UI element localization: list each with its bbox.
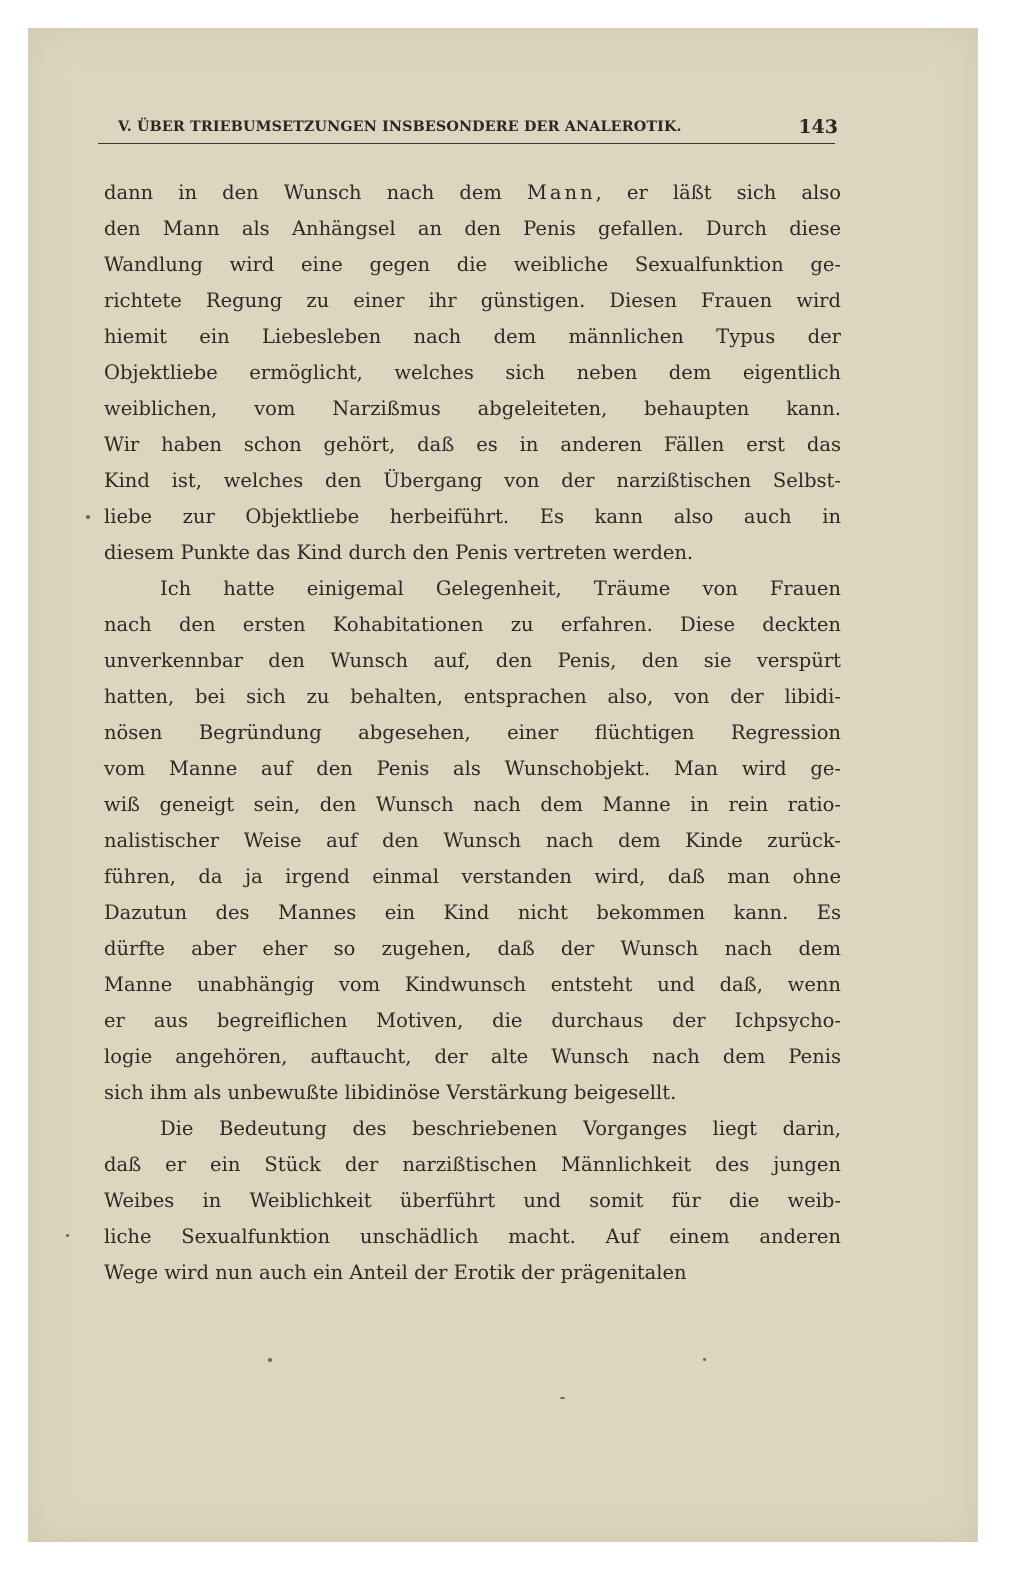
text-line: den Mann als Anhängsel an den Penis gefallen. Durch diese xyxy=(104,217,841,240)
text-line: Wege wird nun auch ein Anteil der Erotik der prägenitalen xyxy=(104,1261,687,1284)
text-line: dürfte aber eher so zugehen, daß der Wunsch nach dem xyxy=(104,937,841,960)
text-line: Dazutun des Mannes ein Kind nicht bekommen kann. Es xyxy=(104,901,841,924)
text-line: Weibes in Weiblichkeit überführt und somit für die weib- xyxy=(104,1189,841,1212)
paper-speck xyxy=(66,1234,69,1237)
paragraph-2 xyxy=(104,571,841,1111)
text-line: liebe zur Objektliebe herbeiführt. Es kann also auch in xyxy=(104,505,841,528)
text-line: Wandlung wird eine gegen die weibliche Sexualfunktion ge- xyxy=(104,253,841,276)
paragraph-3 xyxy=(104,1111,841,1291)
text-line: daß er ein Stück der narzißtischen Männlichkeit des jungen xyxy=(104,1153,841,1176)
text-line xyxy=(104,175,841,211)
text-line: Wir haben schon gehört, daß es in anderen Fällen erst das xyxy=(104,433,841,456)
text-line: vom Manne auf den Penis als Wunschobjekt. Man wird ge- xyxy=(104,757,841,780)
paper-speck xyxy=(703,1358,706,1361)
text-line: diesem Punkte das Kind durch den Penis vertreten werden. xyxy=(104,541,694,564)
text-line: Die Bedeutung des beschriebenen Vorganges liegt darin, xyxy=(160,1117,841,1140)
text-line: hiemit ein Liebesleben nach dem männlichen Typus der xyxy=(104,325,841,348)
text-line: Ich hatte einigemal Gelegenheit, Träume von Frauen xyxy=(160,577,841,600)
text-segment: dann in den Wunsch nach dem xyxy=(104,181,527,204)
text-line: nach den ersten Kohabitationen zu erfahren. Diese deckten xyxy=(104,613,841,636)
page-number: 143 xyxy=(798,116,838,138)
text-line: sich ihm als unbewußte libidinöse Verstärkung beigesellt. xyxy=(104,1081,677,1104)
text-line: liche Sexualfunktion unschädlich macht. Auf einem anderen xyxy=(104,1225,841,1248)
text-line: führen, da ja irgend einmal verstanden wird, daß man ohne xyxy=(104,865,841,888)
paper-speck xyxy=(268,1358,272,1362)
paper-speck xyxy=(560,1397,565,1399)
text-line: logie angehören, auftaucht, der alte Wunsch nach dem Penis xyxy=(104,1045,841,1068)
text-line: richtete Regung zu einer ihr günstigen. Diesen Frauen wird xyxy=(104,289,841,312)
header-rule xyxy=(98,143,835,144)
text-line: wiß geneigt sein, den Wunsch nach dem Manne in rein ratio- xyxy=(104,793,841,816)
text-line: Manne unabhängig vom Kindwunsch entsteht und daß, wenn xyxy=(104,973,841,996)
paper-speck xyxy=(86,515,90,519)
text-line: weiblichen, vom Narzißmus abgeleiteten, behaupten kann. xyxy=(104,397,841,420)
text-line: nösen Begründung abgesehen, einer flüchtigen Regression xyxy=(104,721,841,744)
text-line: er aus begreiflichen Motiven, die durchaus der Ichpsycho- xyxy=(104,1009,841,1032)
text-line: hatten, bei sich zu behalten, entsprachen also, von der libidi- xyxy=(104,685,841,708)
text-segment: , er läßt sich also xyxy=(595,181,841,204)
running-head xyxy=(118,117,840,141)
text-line: Kind ist, welches den Übergang von der narzißtischen Selbst- xyxy=(104,469,841,492)
spaced-word: Mann xyxy=(526,181,596,204)
text-line: unverkennbar den Wunsch auf, den Penis, den sie verspürt xyxy=(104,649,841,672)
text-line: nalistischer Weise auf den Wunsch nach dem Kinde zurück- xyxy=(104,829,841,852)
body-text xyxy=(104,175,841,1291)
running-head-title: V. ÜBER TRIEBUMSETZUNGEN INSBESONDERE DER ANALEROTIK. xyxy=(118,119,682,135)
paragraph-1 xyxy=(104,175,841,571)
text-line: Objektliebe ermöglicht, welches sich neben dem eigentlich xyxy=(104,361,841,384)
